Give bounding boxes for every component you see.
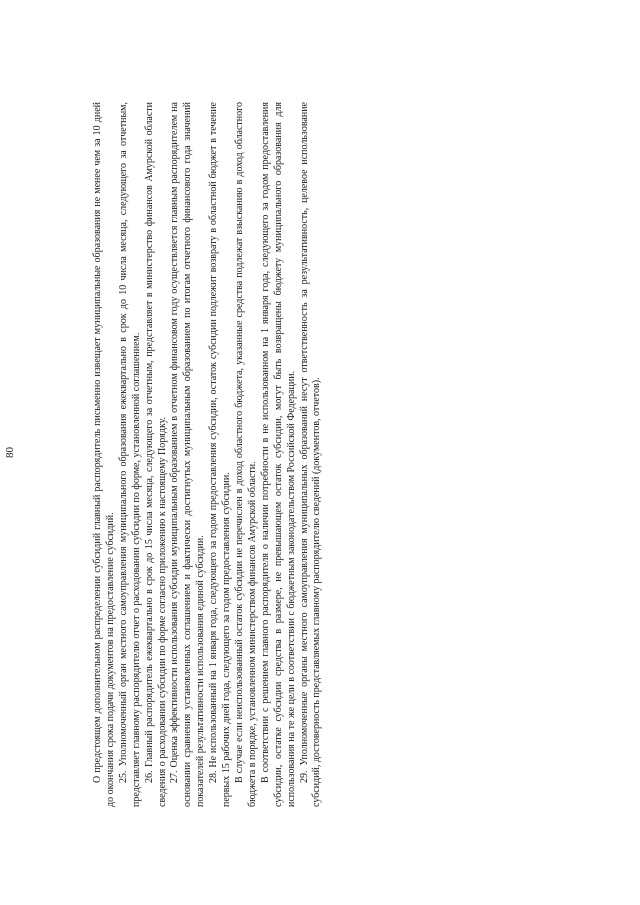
paragraph-28-recovery: В случае если неиспользованный остаток субсидии не перечислен в доход областного бюджета, указанные средства подлежат взысканию в доход областного бюджета в порядке, установленном министерством финансов Амурской области.: [233, 102, 258, 807]
paragraph-notice: О предстоящем дополнительном распределении субсидий главный распорядитель письменно извещает муниципальные образования не менее чем за 10 дней до окончания срока подачи документов на предоставление субсидий.: [92, 102, 116, 807]
paragraph-27: 27. Оценка эффективности использования субсидии муниципальным образованием в отчетном финансовом году осуществляется главным распорядителем на основании сравнения установленных соглашением и фактически достигнутых муниципальным образованием по итогам отчетного финансового года значений показателей результативности использования единой субсидии.: [169, 102, 207, 807]
document-body: [92, 102, 492, 807]
paragraph-28-return: В соответствии с решением главного распорядителя о наличии потребности в не использованном на 1 января года, следующего за годом предоставления субсидии, остатке субсидии средства в размере, не превышающем остаток субсидии, могут быть возвращены бюджету муниципального образования для использования на те же цели в соответствии с бюджетным законодательством Российской Федерации.: [259, 102, 297, 807]
page-number: 80: [4, 447, 16, 458]
paragraph-26: 26. Главный распорядитель ежеквартально в срок до 15 числа месяца, следующего за отчетным, представляет в министерство финансов Амурской области сведения о расходовании субсидии по форме согласно приложению к настоящему Порядку.: [143, 102, 168, 807]
paragraph-25: 25. Уполномоченный орган местного самоуправления муниципального образования ежеквартально в срок до 10 числа месяца, следующего за отчетным, представляет главному распорядителю отчет о расходовании субсидии по форме, установленной соглашением.: [117, 102, 142, 807]
paragraph-28: 28. Не использованный на 1 января года, следующего за годом предоставления субсидии, остаток субсидии подлежит возврату в областной бюджет в течение первых 15 рабочих дней года, следующего за годом предоставления субсидии.: [208, 102, 233, 807]
paragraph-29: 29. Уполномоченные органы местного самоуправления муниципальных образований несут ответственность за результативность, целевое использование субсидий, достоверность представляемых главному распорядителю сведений (документов, отчетов).: [298, 102, 323, 807]
